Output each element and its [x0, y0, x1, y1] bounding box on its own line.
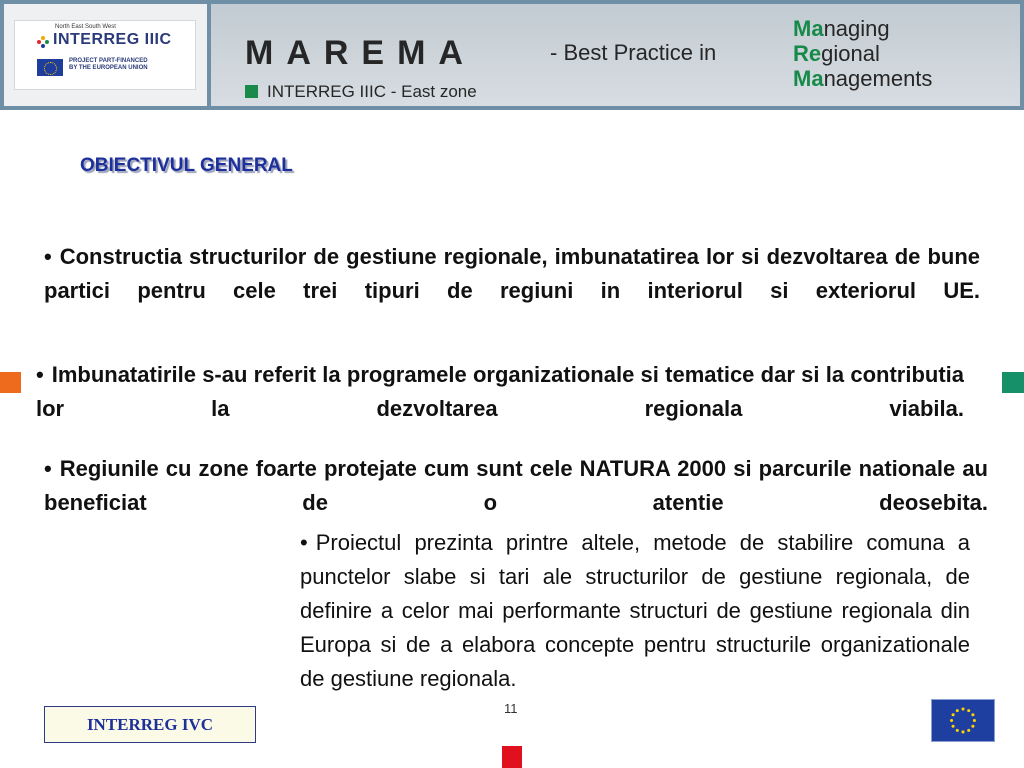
project-subtitle: - Best Practice in: [550, 40, 717, 65]
bullet-icon: •: [36, 362, 44, 387]
bullet-paragraph: [300, 526, 970, 734]
paragraph-text: Proiectul prezinta printre altele, metode de stabilire comuna a punctelor slabe si tari ale structurilor de gestiune regionala, de definire a celor mai performante structuri de gestiune regionala din Europa si de a elabora concepte pentru structurile organizationale de gestiune regionala.: [300, 530, 970, 691]
logo-funding-line: BY THE EUROPEAN UNION: [69, 65, 148, 71]
orange-marker-icon: [0, 372, 21, 393]
page-heading: OBIECTIVUL GENERAL: [80, 155, 293, 176]
project-name: MAREMA: [245, 34, 476, 72]
eu-star-icon: [956, 709, 959, 712]
interreg-ivc-label: [44, 706, 256, 743]
logo-funding-line: PROJECT PART-FINANCED: [69, 58, 148, 64]
green-square-icon: [245, 85, 258, 98]
acronym-line: Managements: [793, 66, 933, 91]
eu-star-icon: [967, 729, 970, 732]
interreg-dots-icon: [37, 36, 49, 48]
bullet-icon: •: [44, 244, 52, 269]
interreg-iiic-logo: [14, 20, 196, 90]
page-number: 11: [504, 701, 518, 716]
green-marker-icon: [1002, 372, 1024, 393]
acronym-block: [793, 16, 932, 91]
eu-star-icon: [973, 719, 976, 722]
acronym-line: Regional: [793, 41, 880, 66]
paragraph-text: Regiunile cu zone foarte protejate cum sunt cele NATURA 2000 si parcurile nationale au beneficiat de o atentie deosebita.: [44, 456, 988, 515]
eu-star-icon: [967, 709, 970, 712]
bullet-paragraph: [36, 358, 964, 426]
logo-tagline: North East South West: [55, 24, 116, 30]
program-label: INTERREG IVC: [86, 714, 214, 734]
eu-star-icon: [956, 729, 959, 732]
bullet-icon: •: [44, 456, 52, 481]
logo-funding-text: [69, 58, 148, 72]
paragraph-text: Imbunatatirile s-au referit la programele organizationale si tematice dar si la contributia lor la dezvoltarea regionala viabila.: [36, 362, 964, 421]
acronym-line: Managing: [793, 16, 890, 41]
logo-name: INTERREG IIIC: [53, 31, 172, 48]
bullet-paragraph: [44, 452, 988, 520]
paragraph-text: Constructia structurilor de gestiune regionale, imbunatatirea lor si dezvoltarea de bune partici pentru cele trei tipuri de regiuni in interiorul si exteriorul UE.: [44, 244, 980, 303]
eu-flag-small-icon: [37, 59, 63, 76]
eu-star-icon: [950, 719, 953, 722]
eu-star-icon: [961, 708, 964, 711]
red-marker-icon: [502, 746, 522, 768]
eu-star-icon: [952, 725, 955, 728]
bullet-icon: •: [300, 530, 308, 555]
eu-star-icon: [971, 713, 974, 716]
zone-label: INTERREG IIIC - East zone: [267, 82, 477, 101]
bullet-paragraph: [44, 240, 980, 342]
eu-flag-icon: [931, 699, 995, 742]
eu-star-icon: [961, 730, 964, 733]
eu-star-icon: [971, 725, 974, 728]
eu-star-icon: [952, 713, 955, 716]
